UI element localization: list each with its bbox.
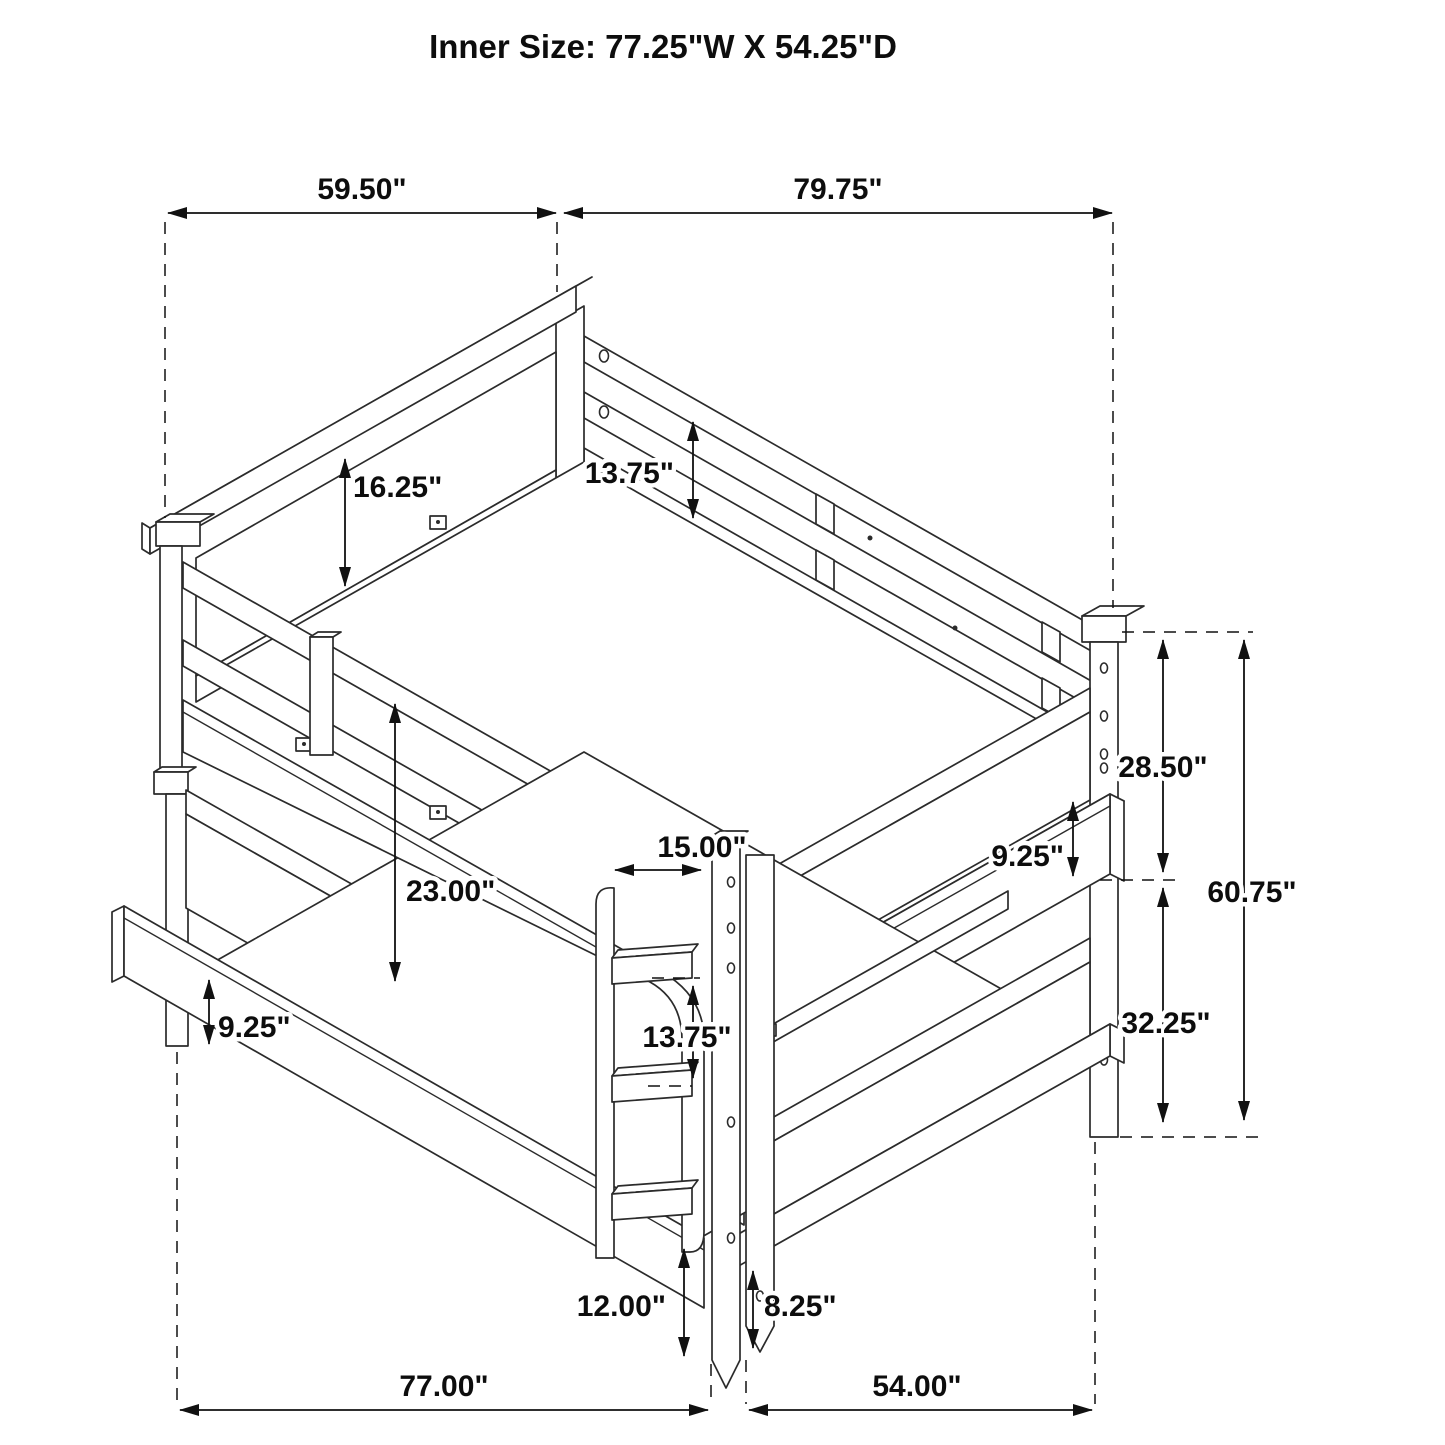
- dim-lower-section-height: [1121, 888, 1210, 1122]
- dim-label-bottom-length: 77.00": [399, 1370, 489, 1403]
- dim-label-bottom-width: 54.00": [872, 1370, 962, 1403]
- footboard-post: [746, 855, 774, 1352]
- dim-label-under-clearance: 12.00": [576, 1290, 666, 1323]
- page-title: Inner Size: 77.25"W X 54.25"D: [429, 28, 897, 65]
- dim-label-upper-bunk-height: 28.50": [1118, 751, 1208, 784]
- dim-label-leg-height: 8.25": [764, 1290, 837, 1323]
- dim-label-lower-section-height: 32.25": [1121, 1007, 1211, 1040]
- dim-label-overall-height: 60.75": [1207, 876, 1297, 909]
- bunk-bed-drawing: [112, 277, 1144, 1388]
- dim-label-rung-spacing: 13.75": [642, 1021, 732, 1054]
- dim-overall-height: [1120, 640, 1297, 1137]
- dim-label-ladder-width: 15.00": [657, 831, 747, 864]
- dim-label-headboard-height: 16.25": [353, 471, 443, 504]
- dim-label-top-length: 79.75": [793, 173, 883, 206]
- dim-label-top-width: 59.50": [317, 173, 407, 206]
- dim-label-lower-frame-height: 9.25": [218, 1011, 291, 1044]
- dim-label-upper-rail-height: 13.75": [584, 457, 674, 490]
- dim-label-upper-rail-width: 9.25": [991, 840, 1064, 873]
- dim-label-bunk-clearance: 23.00": [406, 875, 496, 908]
